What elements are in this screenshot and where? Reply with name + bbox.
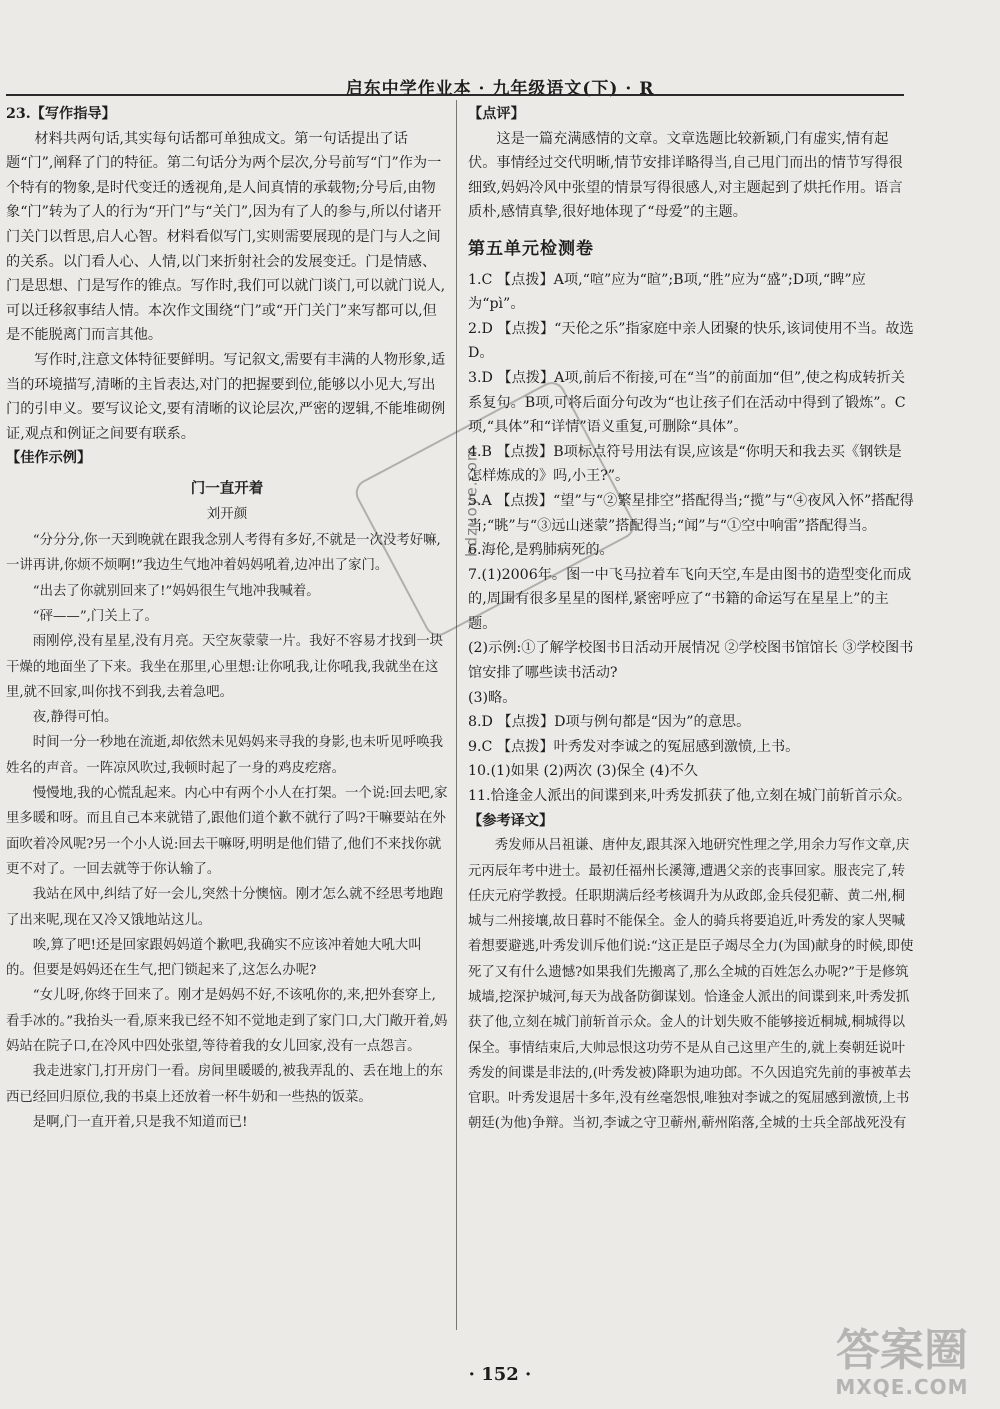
story-paragraph: 我走进家门,打开房门一看。房间里暖暖的,被我弄乱的、丢在地上的东西已经回归原位,我的书桌上还放着一杯牛奶和一些热的饭菜。	[6, 1064, 444, 1105]
story-paragraph: 夜,静得可怕。	[32, 710, 118, 726]
story-paragraph: 唉,算了吧!还是回家跟妈妈道个歉吧,我确实不应该冲着她大吼大叫的。但要是妈妈还在生气,把门锁起来了,这怎么办呢?	[6, 937, 422, 979]
section-title: 第五单元检测卷	[468, 238, 594, 259]
story-paragraph: “出去了你就别回来了!”妈妈很生气地冲我喊着。	[32, 583, 320, 599]
answer-item: 7.(1)2006年。图一中飞马拉着车飞向天空,车是由图书的造型变化而成的,周围有很多星星的图样,紧密呼应了“书籍的命运写在星星上”的主题。	[468, 566, 912, 632]
story-paragraph: 是啊,门一直开着,只是我不知道而已!	[32, 1114, 248, 1130]
story-author: 刘开颜	[206, 505, 248, 522]
answer-item: (3)略。	[468, 689, 517, 706]
stamp-text: hdzuoye.com	[462, 445, 481, 557]
translation-paragraph: 秀发师从吕祖谦、唐仲友,跟其深入地研究性理之学,用余力写作文章,庆元丙辰年考中进士。最初任福州长溪簿,遭遇父亲的丧事回家。服丧完了,转任庆元府学教授。任职期满后经考核调升为从政郎,金兵侵犯蕲、黄二州,桐城与二州接壤,故日暮时不能保全。金人的骑兵将要追近,叶秀发的家人哭喊着想要避逃,叶秀发训斥他们说:“这正是臣子竭尽全力(为国)献身的时候,即使死了又有什么遗憾?如果我们先搬离了,那么全城的百姓怎么办呢?”于是修筑城墙,挖深护城河,每天为战备防御谋划。恰逢金人派出的间谍到来,叶秀发抓获了他,立刻在城门前斩首示众。金人的计划失败不能够接近桐城,桐城得以保全。事情结束后,大帅忌恨这功劳不是从自己这里产生的,就上奏朝廷说叶秀发的间谍是非法的,(叶秀发被)降职为迪功郎。不久因追究先前的事被革去官职。叶秀发退居十多年,没有丝毫怨恨,唯独对李诚之的冤屈感到激愤,上书朝廷(为他)争辩。当初,李诚之守卫蕲州,蕲州陷落,全城的士兵全部战死没有	[468, 838, 914, 1132]
right-column	[468, 102, 914, 1137]
page-number: · 152 ·	[468, 1364, 532, 1385]
header-title: 启东中学作业本 · 九年级语文(下) · R	[345, 79, 655, 99]
translation-label: 【参考译文】	[468, 812, 554, 829]
answer-item: 11.恰逢金人派出的间谍到来,叶秀发抓获了他,立刻在城门前斩首示众。	[468, 788, 912, 805]
column-divider	[456, 100, 457, 1330]
story-paragraph: 慢慢地,我的心慌乱起来。内心中有两个小人在打架。一个说:回去吧,家里多暖和呀。而且自己本来就错了,跟他们道个歉不就行了吗?干嘛要站在外面吹着冷风呢?另一个小人说:回去干嘛呀,明明是他们错了,他们不来找你就更不对了。一回去就等于你认输了。	[6, 786, 448, 877]
watermark-text: 答案圈	[836, 1325, 968, 1376]
writing-guide-paragraph-2: 写作时,注意文体特征要鲜明。写记叙文,需要有丰满的人物形象,适当的环境描写,清晰的主旨表达,对门的把握要到位,能够以小见大,写出门的引申义。要写议论文,要有清晰的议论层次,严密的逻辑,不能堆砌例证,观点和例证之间要有联系。	[6, 351, 446, 442]
header-rule	[6, 94, 904, 96]
left-column	[6, 102, 448, 1135]
answer-item: 4.B 【点拨】B项标点符号用法有误,应该是“你明天和我去买《钢铁是怎样炼成的》吗,小王?”。	[468, 443, 902, 485]
answer-item: 1.C 【点拨】A项,“喧”应为“暄”;B项,“胜”应为“盛”;D项,“睥”应为“pì”。	[468, 271, 866, 313]
answer-item: 3.D 【点拨】A项,前后不衔接,可在“当”的前面加“但”,使之构成转折关系复句。B项,可将后面分句改为“也让孩子们在活动中得到了锻炼”。C项,“具体”和“详情”语义重复,可删除“具体”。	[468, 369, 906, 436]
writing-guide-paragraph-1: 材料共两句话,其实每句话都可单独成文。第一句话提出了话题“门”,阐释了门的特征。第二句话分为两个层次,分号前写“门”作为一个特有的物象,是时代变迁的透视角,是人间真情的承载物;分号后,由物象“门”转为了人的行为“开门”与“关门”,因为有了人的参与,所以付诸开门关门以哲思,启人心智。材料看似写门,实则需要展现的是门与人之间的关系。以门看人心、人情,以门来折射社会的发展变迁。门是情感、门是思想、门是写作的锥点。写作时,我们可以就门谈门,可以就门说人,可以迁移叙事结人情。本次作文围绕“门”或“开门关门”来写都可以,但是不能脱离门而言其他。	[6, 130, 446, 344]
comment-paragraph: 这是一篇充满感情的文章。文章选题比较新颖,门有虚实,情有起伏。事情经过交代明晰,情节安排详略得当,自己甩门而出的情节写得很细致,妈妈冷风中张望的情景写得很感人,对主题起到了烘托作用。语言质朴,感情真挚,很好地体现了“母爱”的主题。	[468, 130, 903, 221]
watermark-logo	[812, 1327, 992, 1401]
story-paragraph: “分分分,你一天到晚就在跟我念别人考得有多好,不就是一次没考好嘛,一讲再讲,你烦不烦啊!”我边生气地冲着妈妈吼着,边冲出了家门。	[6, 533, 441, 574]
story-title: 门一直开着	[190, 479, 264, 497]
answer-item: 9.C 【点拨】叶秀发对李诚之的冤屈感到激愤,上书。	[468, 738, 800, 755]
answer-item: (2)示例:①了解学校图书日活动开展情况 ②学校图书馆馆长 ③学校图书馆安排了哪些读书活动?	[468, 640, 914, 682]
story-paragraph: 雨刚停,没有星星,没有月亮。天空灰蒙蒙一片。我好不容易才找到一块干燥的地面坐了下来。我坐在那里,心里想:让你吼我,让你吼我,我就坐在这里,就不回家,叫你找不到我,去着急吧。	[6, 634, 444, 700]
answer-item: 2.D 【点拨】“天伦之乐”指家庭中亲人团聚的快乐,该词使用不当。故选D。	[468, 320, 914, 362]
story-paragraph: 时间一分一秒地在流逝,却依然未见妈妈来寻我的身影,也未听见呼唤我姓名的声音。一阵凉风吹过,我顿时起了一身的鸡皮疙瘩。	[6, 735, 444, 776]
writing-guide-label: 23.【写作指导】	[6, 106, 116, 122]
answer-item: 6.海伦,是鸦肺病死的。	[468, 542, 614, 559]
answer-item: 5.A 【点拨】“望”与“②繁星排空”搭配得当;“揽”与“④夜风入怀”搭配得当;“眺”与“③远山迷蒙”搭配得当;“闻”与“①空中响雷”搭配得当。	[468, 492, 914, 534]
story-paragraph: 我站在风中,纠结了好一会儿,突然十分懊恼。刚才怎么就不经思考地跑了出来呢,现在又冷又饿地站这儿。	[6, 887, 444, 928]
example-label: 【佳作示例】	[6, 450, 92, 467]
answer-item: 10.(1)如果 (2)两次 (3)保全 (4)不久	[468, 763, 698, 780]
story-body	[6, 528, 448, 1135]
comment-label: 【点评】	[468, 106, 525, 122]
watermark-domain: MXQE.COM	[835, 1375, 969, 1399]
answer-item: 8.D 【点拨】D项与例句都是“因为”的意思。	[468, 714, 751, 731]
story-paragraph: “女儿呀,你终于回来了。刚才是妈妈不好,不该吼你的,来,把外套穿上,看手冰的。”我抬头一看,原来我已经不知不觉地走到了家门口,大门敞开着,妈妈站在院子口,在冷风中四处张望,等待着我的女儿回家,没有一点怨言。	[6, 988, 448, 1055]
story-paragraph: “砰——”,门关上了。	[32, 608, 158, 624]
